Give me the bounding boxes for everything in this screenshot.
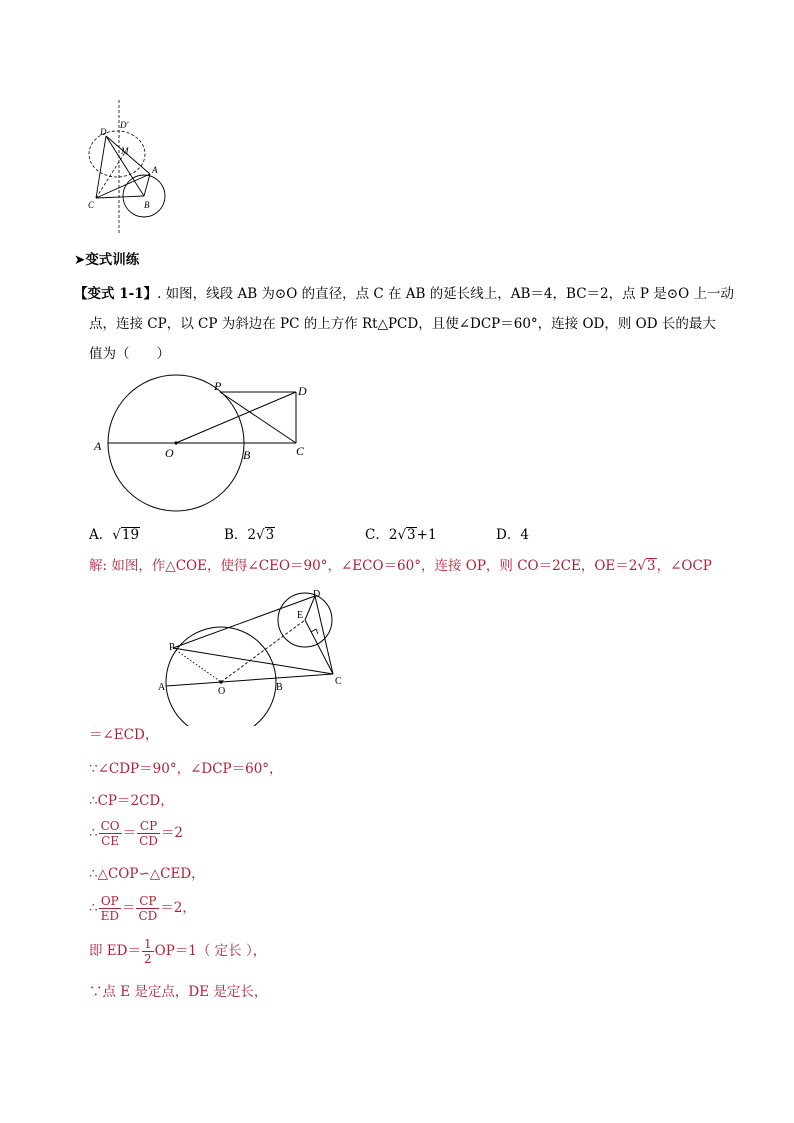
segment-cb: [96, 196, 144, 198]
fraction-op-ed: $\frac{OP}{ED}$: [100, 894, 119, 923]
option-c[interactable]: C．2√3+1: [365, 527, 437, 543]
label-c: C: [88, 200, 95, 210]
center-point-o: [219, 680, 222, 683]
fraction-cp-cd: $\frac{CP}{CD}$: [138, 894, 158, 923]
segment-pc: [173, 648, 333, 674]
option-d[interactable]: D．4: [496, 527, 529, 543]
segment-op-dotted: [173, 648, 221, 682]
arrow-bullet-icon: ➤: [74, 252, 86, 268]
label-p: P: [169, 642, 175, 653]
problem-tag: 【变式 1-1】: [74, 286, 158, 302]
center-point-o: [174, 441, 177, 444]
segment-ac: [166, 674, 333, 686]
solution-line-6: ∴△COP∽△CED，: [89, 866, 205, 882]
option-a[interactable]: A．√19: [89, 527, 140, 543]
figure-3-diagram: [155, 586, 355, 726]
problem-line-1: 【变式 1-1】. 如图，线段 AB 为⊙O 的直径，点 C 在 AB 的延长线上，AB＝4，BC＝2，点 P 是⊙O 上一动: [74, 286, 734, 302]
label-c: C: [296, 444, 305, 458]
sqrt-symbol: √: [256, 527, 265, 543]
label-b: B: [276, 682, 283, 693]
solution-line-1: 解: 如图，作△COE，使得∠CEO＝90°，∠ECO＝60°，连接 OP，则 CO＝2CE，OE＝2√3，∠OCP: [89, 558, 712, 574]
sqrt-symbol: √: [637, 558, 646, 574]
circle-o: [166, 627, 276, 726]
solution-line-2: ＝∠ECD，: [89, 727, 159, 743]
problem-line-3: 值为（ ）: [89, 346, 170, 362]
figure-2-diagram: [88, 372, 328, 512]
section-heading: ➤变式训练: [74, 252, 140, 268]
option-b[interactable]: B．2√3: [224, 527, 275, 543]
fraction-cp-cd: $\frac{CP}{CD}$: [139, 819, 158, 848]
fraction-co-ce: $\frac{CO}{CE}$: [100, 819, 120, 848]
label-b: B: [243, 448, 251, 462]
segment-dc: [96, 136, 106, 198]
solution-line-8: 即 ED＝ $\frac{1}{2}$ OP＝1（ 定长 ），: [89, 937, 267, 966]
label-o: O: [218, 686, 226, 697]
figure-1-diagram: [84, 96, 174, 236]
problem-line-2: 点，连接 CP，以 CP 为斜边在 PC 的上方作 Rt△PCD，且使∠DCP＝60°，连接 OD，则 OD 长的最大: [89, 316, 716, 332]
label-c: C: [335, 676, 342, 687]
segment-od: [176, 392, 296, 443]
label-d: D: [100, 127, 107, 137]
label-e: E: [297, 610, 304, 621]
label-o: O: [165, 446, 174, 460]
sqrt-symbol: √: [112, 527, 121, 543]
label-d: D: [298, 384, 307, 398]
solution-line-9: ∵点 E 是定点，DE 是定长，: [89, 984, 268, 1000]
label-a: A: [158, 682, 166, 693]
solution-line-5: ∴ $\frac{CO}{CE}$ ＝ $\frac{CP}{CD}$ ＝2: [89, 819, 184, 848]
segment-dc: [315, 596, 333, 674]
segment-pc: [220, 392, 296, 443]
fraction-one-half: $\frac{1}{2}$: [143, 937, 152, 966]
label-a: A: [94, 439, 102, 453]
label-m: M: [121, 146, 129, 156]
solution-line-3: ∵∠CDP＝90°，∠DCP＝60°，: [89, 761, 283, 777]
label-a: A: [152, 165, 158, 175]
label-d: D: [313, 589, 321, 600]
sqrt-symbol: √: [397, 527, 407, 543]
label-d-prime: D': [120, 120, 129, 130]
segment-pd: [173, 596, 315, 648]
label-b: B: [144, 200, 150, 210]
segment-ab: [144, 174, 150, 196]
segment-oe-dashed: [221, 620, 305, 682]
solution-line-4: ∴CP＝2CD，: [89, 793, 174, 809]
solution-line-7: ∴ $\frac{OP}{ED}$ ＝ $\frac{CP}{CD}$ ＝2，: [89, 894, 196, 923]
label-p: P: [214, 379, 222, 393]
